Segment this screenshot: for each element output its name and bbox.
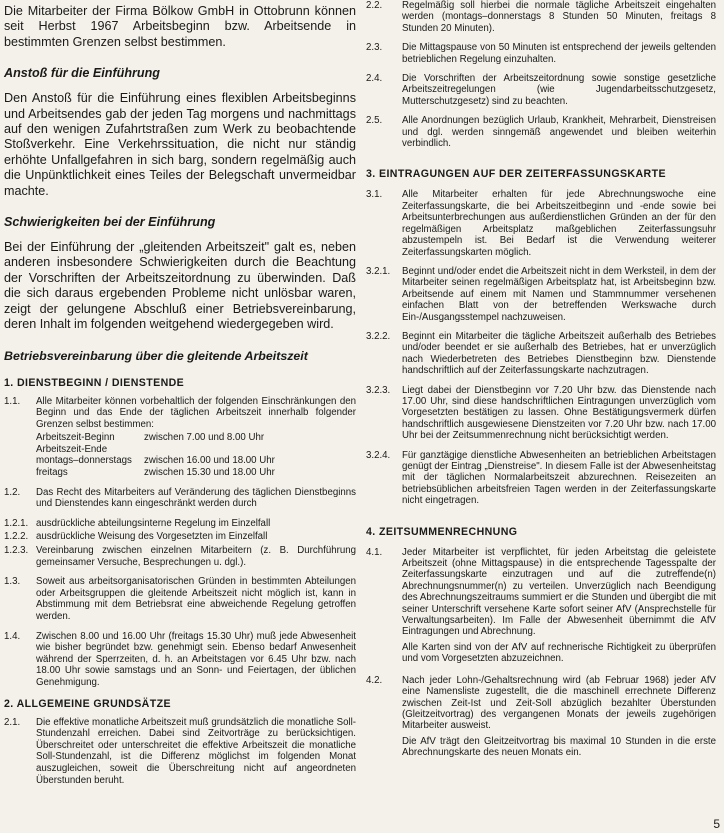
clause-text: Das Recht des Mitarbeiters auf Veränderung des täglichen Dienstbeginns und Dienstendes kann eingeschränkt werden durch xyxy=(36,486,356,510)
clause-4-2 xyxy=(366,675,716,732)
clause-number: 2.2. xyxy=(366,0,383,11)
heading-section-4: 4. ZEITSUMMENRECHNUNG xyxy=(366,525,518,538)
time-row-beginn xyxy=(36,432,356,444)
clause-3-2-1 xyxy=(366,266,716,323)
clause-number: 2.4. xyxy=(366,73,383,85)
intro-paragraph: Die Mitarbeiter der Firma Bölkow GmbH in Ottobrunn können seit Herbst 1967 Arbeitsbeginn bzw. Arbeitsende in bestimmten Grenzen selbst bestimmen. xyxy=(4,4,356,49)
clause-text: Zwischen 8.00 und 16.00 Uhr (freitags 15.30 Uhr) muß jede Abwesenheit wie bisher begründet bzw. genehmigt sein. Ebenso bedarf Anwesenheit während der Sperrzeiten, d. h. an Arbeitstagen vor 6.45 Uhr bzw. nach 18.00 Uhr sowie samstags und an Sonn- und Feiertagen, der üblichen Genehmigung. xyxy=(36,630,356,688)
clause-number: 4.1. xyxy=(366,546,383,558)
clause-number: 1.2. xyxy=(4,486,21,498)
clause-text: Die Mittagspause von 50 Minuten ist entsprechend der jeweils geltenden betrieblichen Regelung einzuhalten. xyxy=(402,42,716,65)
clause-number: 1.1. xyxy=(4,395,21,407)
heading-anstoss: Anstoß für die Einführung xyxy=(4,66,161,81)
clause-number: 2.1. xyxy=(4,716,21,728)
clause-number: 1.2.1. xyxy=(4,517,29,529)
clause-text: Alle Mitarbeiter können vorbehaltlich der folgenden Einschränkungen den Beginn und das Ende der täglichen Arbeitszeit innerhalb folgender Grenzen selbst bestimmen: xyxy=(36,395,356,430)
time-table xyxy=(36,432,356,478)
right-column xyxy=(366,0,716,759)
clause-number: 3.2.4. xyxy=(366,449,391,461)
heading-schwierigkeiten: Schwierigkeiten bei der Einführung xyxy=(4,215,216,230)
clause-4-1 xyxy=(366,547,716,638)
paragraph-schwierigkeiten: Bei der Einführung der „gleitenden Arbeitszeit" galt es, neben anderen insbesondere Schwierigkeiten durch die Beachtung der Vorschriften der Arbeitszeitordnung zu überwinden. Daß die sich daraus ergebenden Probleme nicht unlösbar waren, zeigt der gelungene Abschluß einer Betriebsvereinbarung, deren Inhalt im folgenden weitgehend wiedergegeben wird. xyxy=(4,240,356,332)
clause-3-2-2 xyxy=(366,331,716,377)
clause-2-3 xyxy=(366,42,716,65)
clause-number: 3.2.1. xyxy=(366,265,391,277)
clause-text: Alle Mitarbeiter erhalten für jede Abrechnungswoche eine Zeiterfassungskarte, die bei Arbeitszeitbeginn und -ende sowie bei Arbeitsunterbrechungen aus außerdienstlichen Gründen an der für den regelmäßigen Arbeitsplatz maßgeblichen Zeiterfassungsuhr abzustempeln ist. Bei Bedarf ist die Verwendung weiterer Zeiterfassungskarten möglich. xyxy=(402,189,716,258)
clause-number: 1.4. xyxy=(4,630,21,642)
clause-3-1 xyxy=(366,189,716,257)
time-label: montags–donnerstags xyxy=(36,455,132,467)
clause-1-4 xyxy=(4,631,356,689)
heading-betriebsvereinbarung: Betriebsvereinbarung über die gleitende Arbeitszeit xyxy=(4,348,308,363)
time-row-freitag xyxy=(36,467,356,479)
heading-section-2: 2. ALLGEMEINE GRUNDSÄTZE xyxy=(4,697,171,710)
clause-number: 1.3. xyxy=(4,576,21,588)
clause-number: 2.5. xyxy=(366,115,383,127)
clause-2-4 xyxy=(366,73,716,107)
time-label: Arbeitszeit-Ende xyxy=(36,443,108,455)
clause-number: 4.2. xyxy=(366,674,383,686)
clause-text: Soweit aus arbeitsorganisatorischen Gründen in bestimmten Abteilungen oder Arbeitsgruppen die gleitende Arbeitszeit nicht möglich ist, kann in Abstimmung mit dem Betriebsrat eine abweichende Regelung getroffen werden. xyxy=(36,576,356,622)
clause-1-3 xyxy=(4,576,356,622)
clause-1-2 xyxy=(4,487,356,510)
time-value: zwischen 16.00 und 18.00 Uhr xyxy=(144,455,275,467)
page-number: 5 xyxy=(713,817,720,831)
clause-number: 2.3. xyxy=(366,42,383,54)
clause-text: Beginnt ein Mitarbeiter die tägliche Arbeitszeit außerhalb des Betriebes und/oder beendet er sie außerhalb des Betriebes, hat er unverzüglich nach Wiederbetreten des Betriebes Dienstbeginn bzw. Dienstende handschriftlich auf der Zeiterfassungskarte nachzutragen. xyxy=(402,330,716,377)
clause-2-2 xyxy=(366,0,716,34)
clause-1-2-3 xyxy=(4,545,356,568)
time-row-ende xyxy=(36,444,356,456)
clause-text: Beginnt und/oder endet die Arbeitszeit nicht in dem Werksteil, in dem der Mitarbeiter seinen regelmäßigen Arbeitsplatz hat, ist Arbeitsbeginn bzw. Arbeitsende auf einem mit Namen und Stammnummer versehenen einfachen Blatt von der betreffenden Werkswache durch Ein-/Ausgangsstempel nachzuweisen. xyxy=(402,265,716,323)
paragraph-anstoss: Den Anstoß für die Einführung eines flexiblen Arbeitsbeginns und Arbeitsendes gab der jeden Tag morgens und nachmittags auf den wenigen Zufahrtstraßen zum Werk zu beobachtende Stoßverkehr. Eine Verkehrssituation, die nicht nur ständig erhöhte Unfallgefahren in sich barg, sondern regelmäßig auch die Unpünktlichkeit eines Teiles der Belegschaft unvermeidbar machte. xyxy=(4,91,356,198)
clause-3-2-3 xyxy=(366,385,716,442)
clause-number: 1.2.3. xyxy=(4,545,29,557)
clause-number: 3.2.3. xyxy=(366,384,391,396)
clause-text: Die effektive monatliche Arbeitszeit muß grundsätzlich die monatliche Soll-Stundenzahl erreichen. Dabei sind Zeitvorträge zu berücksichtigen. Überschreitet oder unterschreitet die effektive Arbeitszeit die monatliche Soll-Stundenzahl, ist die Differenz möglichst im folgenden Monat auszugleichen, soweit die Überschreitung nicht auf angeordneten Überstunden beruht. xyxy=(36,716,356,786)
time-value: zwischen 7.00 und 8.00 Uhr xyxy=(144,432,265,444)
clause-2-5 xyxy=(366,115,716,149)
clause-text: Regelmäßig soll hierbei die normale tägliche Arbeitszeit eingehalten werden (montags–donnerstags 8 Stunden 50 Minuten, freitags 8 Stunden 20 Minuten). xyxy=(402,0,716,34)
time-value: zwischen 15.30 und 18.00 Uhr xyxy=(144,467,275,479)
clause-number: 3.2.2. xyxy=(366,330,391,342)
heading-section-1: 1. DIENSTBEGINN / DIENSTENDE xyxy=(4,376,185,389)
clause-2-1 xyxy=(4,717,356,787)
clause-number: 3.1. xyxy=(366,189,383,201)
clause-text: Vereinbarung zwischen einzelnen Mitarbeitern (z. B. Durchführung gemeinsamer Versuche, Besprechungen u. dgl.). xyxy=(36,545,356,568)
clause-text: Jeder Mitarbeiter ist verpflichtet, für jeden Arbeitstag die geleistete Arbeitszeit (ohne Mittagspause) in die entsprechende Tagesspalte der Zeiterfassungskarte einzutragen und auf die zutreffende(n) Abrechnungsnummer(n) zu verteilen. Unverzüglich nach Beendigung des Abrechnungszeitraums summiert er die Stunden und übergibt die mit seiner Unterschrift versehene Karte sofort seiner AfV (Ansprechstelle für Verwaltungsarbeiten). Im Falle der Abwesenheit übernimmt die AfV Eintragungen und Abrechnung. xyxy=(402,546,716,638)
clause-text: ausdrückliche abteilungsinterne Regelung im Einzelfall xyxy=(36,517,271,529)
time-row-montag-donnerstag xyxy=(36,455,356,467)
clause-4-2-continuation: Die AfV trägt den Gleitzeitvortrag bis maximal 10 Stunden in die erste Abrechnungskarte des neuen Monats ein. xyxy=(402,735,716,759)
clause-1-1 xyxy=(4,396,356,431)
time-label: freitags xyxy=(36,467,68,479)
left-column xyxy=(4,4,356,794)
time-label: Arbeitszeit-Beginn xyxy=(36,432,115,444)
clause-4-1-continuation: Alle Karten sind von der AfV auf rechnerische Richtigkeit zu überprüfen und vom Vorgesetzten abzuzeichnen. xyxy=(402,641,716,665)
clause-3-2-4 xyxy=(366,450,716,507)
clause-text: Liegt dabei der Dienstbeginn vor 7.20 Uhr bzw. das Dienstende nach 17.00 Uhr, sind diese handschriftlichen Eintragungen unverzüglich vom Vorgesetzten bestätigen zu lassen. Ohne Bestätigungsvermerk dürfen handschriftlich ausgewiesene Dienstzeiten vor 7.20 Uhr bzw. nach 17.00 Uhr bei der Zeitsummenrechnung nicht berücksichtigt werden. xyxy=(402,384,716,442)
clause-1-2-1 xyxy=(4,518,356,530)
heading-section-3: 3. EINTRAGUNGEN AUF DER ZEITERFASSUNGSKARTE xyxy=(366,168,666,181)
clause-text: Alle Anordnungen bezüglich Urlaub, Krankheit, Mehrarbeit, Dienstreisen und dgl. werden sinngemäß angewendet und bleiben weiterhin verbindlich. xyxy=(402,115,716,150)
clause-text: Nach jeder Lohn-/Gehaltsrechnung wird (ab Februar 1968) jeder AfV eine Namensliste zugestellt, die die maschinell errechnete Differenz zwischen Zeit-Ist und Zeit-Soll abzüglich bezahlter Überstunden (Gleitzeitvortrag) des vergangenen Monats der jeweils zugehörigen Mitarbeiter ausweist. xyxy=(402,674,716,732)
clause-1-2-2 xyxy=(4,531,356,543)
clause-text: Für ganztägige dienstliche Abwesenheiten an betrieblichen Arbeitstagen genügt der Eintrag „Dienstreise". In diesem Falle ist der Abwesenheitstag mit der täglichen Normalarbeitszeit abzurechnen. Reisezeiten an betriebsüblichen arbeitsfreien Tagen werden in der Zeiterfassungskarte nicht eingetragen. xyxy=(402,449,716,507)
clause-text: Die Vorschriften der Arbeitszeitordnung sowie sonstige gesetzliche Arbeitszeitregelungen (wie Jugendarbeitsschutzgesetz, Mutterschutzgesetz) sind zu beachten. xyxy=(402,73,716,107)
clause-number: 1.2.2. xyxy=(4,531,29,543)
clause-text: ausdrückliche Weisung des Vorgesetzten im Einzelfall xyxy=(36,531,268,543)
